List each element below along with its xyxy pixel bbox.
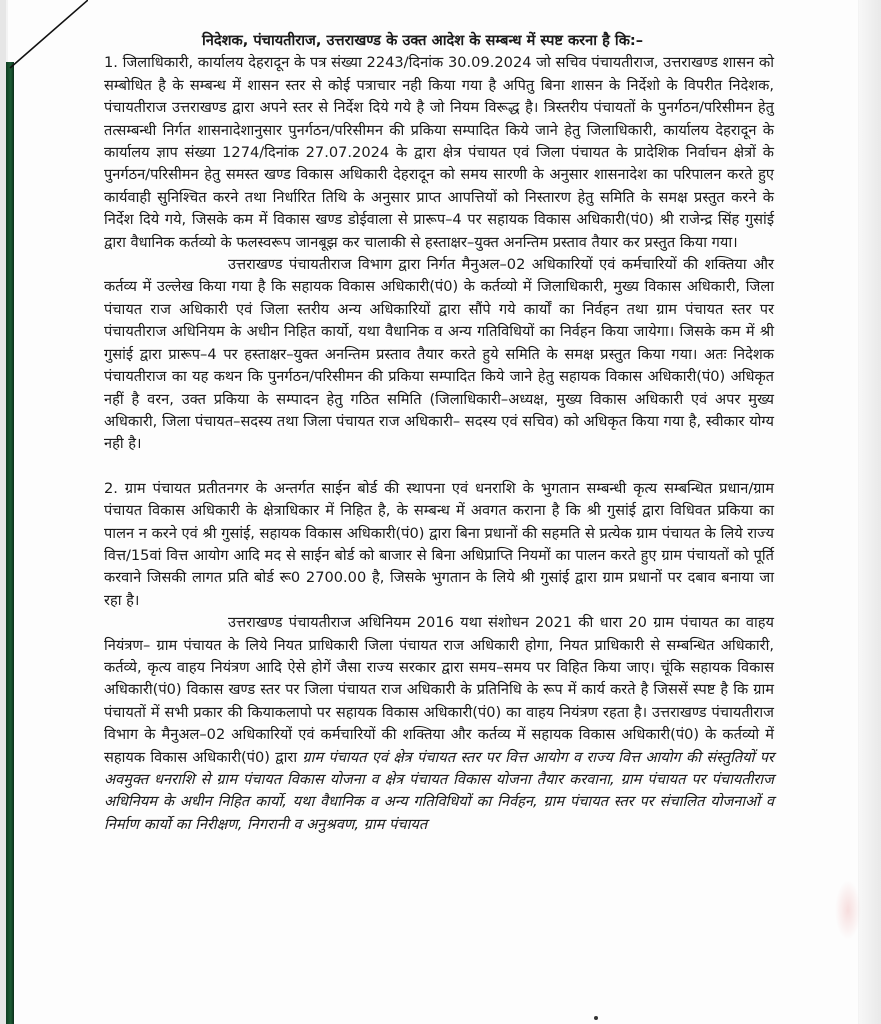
point-1-paragraph-1: 1. जिलाधिकारी, कार्यालय देहरादून के पत्र संख्या 2243/दिनांक 30.09.2024 जो सचिव पंचायतीराज, उत्तराखण्ड शासन को सम्बोधित है के सम्बन्ध में शासन स्तर से कोई पत्राचार नही किया गया है अपितु बिना शासन के निर्देशो के विपरीत निदेशक, पंचायतीराज उत्तराखण्ड द्वारा अपने स्तर से निर्देश दिये गये है जो नियम विरूद्ध है। त्रिस्तरीय पंचायतों के पुनर्गठन/परिसीमन हेतु तत्सम्बन्धी निर्गत शासनादेशानुसार पुनर्गठन/परिसीमन की प्रकिया सम्पादित किये जाने हेतु जिलाधिकारी, कार्यालय देहरादून के कार्यालय ज्ञाप संख्या 1274/दिनांक 27.07.2024 के द्वारा क्षेत्र पंचायत एवं जिला पंचायत के प्रादेशिक निर्वाचन क्षेत्रों के पुनर्गठन/परिसीमन हेतु समस्त खण्ड विकास अधिकारी देहरादून को समय सारणी के अनुसार शासनादेश का परिपालन करते हुए कार्यवाही सुनिश्चित करने तथा निर्धारित तिथि के अनुसार प्राप्त आपत्तियों को निस्तारण हेतु समिति के समक्ष प्रस्तुत करने के निर्देश दिये गये, जिसके कम में विकास खण्ड डोईवाला से प्रारूप–4 पर सहायक विकास अधिकारी(पं0) श्री राजेन्द्र सिंह गुसांई द्वारा वैधानिक कर्तव्यो के फलस्वरूप जानबूझ कर चालाकी से हस्ताक्षर–युक्त अनन्तिम प्रस्ताव तैयार कर प्रस्तुत किया गया। bbox=[104, 54, 774, 251]
letter-body bbox=[104, 30, 774, 836]
point-2-paragraph-1: 2. ग्राम पंचायत प्रतीतनगर के अन्तर्गत साईन बोर्ड की स्थापना एवं धनराशि के भुगतान सम्बन्धी कृत्य सम्बन्धित प्रधान/ग्राम पंचायत विकास अधिकारी के क्षेत्राधिकार में निहित है, के सम्बन्ध में अवगत कराना है कि श्री गुसांई द्वारा विधिवत प्रकिया का पालन न करने एवं श्री गुसांई, सहायक विकास अधिकारी(पं0) द्वारा बिना प्रधानों की सहमति से प्रत्येक ग्राम पंचायत के लिये राज्य वित्त/15वां वित्त आयोग आदि मद से साईन बोर्ड को बाजार से बिना अधिप्राप्ति नियमों का पालन करते हुए ग्राम पंचायतों को पूर्ति करवाने जिसकी लागत प्रति बोर्ड रू0 2700.00 है, जिसके भुगतान के लिये श्री गुसांई द्वारा ग्राम प्रधानों पर दबाव बनाया जा रहा है। bbox=[104, 479, 775, 609]
scan-right-shadow bbox=[859, 0, 881, 1024]
folder-corner-line bbox=[8, 0, 88, 70]
letter-heading: निदेशक, पंचायतीराज, उत्तराखण्ड के उक्त आदेश के सम्बन्ध में स्पष्ट करना है कि:– bbox=[202, 32, 644, 49]
page-mark bbox=[594, 1016, 598, 1020]
point-2-paragraph-2-text: उत्तराखण्ड पंचायतीराज अधिनियम 2016 यथा संशोधन 2021 की धारा 20 ग्राम पंचायत का वाहय नियंत्रण– ग्राम पंचायत के लिये नियत प्राधिकारी जिला पंचायत राज अधिकारी होगा, नियत प्राधिकारी से सम्बन्धित अधिकारी, कर्तव्ये, कृत्य वाहय नियंत्रण आदि ऐसे होगें जैसा राज्य सरकार द्वारा समय–समय पर विहित किया जाए। चूंकि सहायक विकास अधिकारी(पं0) विकास खण्ड स्तर पर जिला पंचायत राज अधिकारी के प्रतिनिधि के रूप में कार्य करते है जिससें स्पष्ट है कि ग्राम पंचायतों में सभी प्रकार की कियाकलापो पर सहायक विकास अधिकारी(पं0) का वाहय नियंत्रण रहता है। उत्तराखण्ड पंचायतीराज विभाग के मैनुअल–02 अधिकारियों एवं कर्मचारियों की शक्तिया और कर्तव्य में सहायक विकास अधिकारी(पं0) के कर्तव्यो में सहायक विकास अधिकारी(पं0) द्वारा bbox=[104, 614, 774, 766]
paragraph-gap bbox=[104, 456, 774, 478]
point-1-paragraph-2: उत्तराखण्ड पंचायतीराज विभाग द्वारा निर्गत मैनुअल–02 अधिकारियों एवं कर्मचारियों की शक्तिया और कर्तव्य में उल्लेख किया गया है कि सहायक विकास अधिकारी(पं0) के कर्तव्यो में जिलाधिकारी, मुख्य विकास अधिकारी, जिला पंचायत राज अधिकारी एवं जिला स्तरीय अन्य अधिकारियों द्वारा सौंपे गये कार्यों का निर्वहन तथा ग्राम पंचायत स्तर पर पंचायतीराज अधिनियम के अधीन निहित कार्यो, यथा वैधानिक व अन्य गतिविधियों का निर्वहन किया जायेगा। जिसके कम में श्री गुसांई द्वारा प्रारूप–4 पर हस्ताक्षर–युक्त अनन्तिम प्रस्ताव तैयार करते हुये समिति के समक्ष प्रस्तुत किया गया। अतः निदेशक पंचायतीराज का यह कथन कि पुनर्गठन/परिसीमन की प्रकिया सम्पादित किये जाने हेतु सहायक विकास अधिकारी(पं0) अधिकृत नहीं है वरन, उक्त प्रकिया के सम्पादन हेतु गठित समिति (जिलाधिकारी–अध्यक्ष, मुख्य विकास अधिकारी एवं अपर मुख्य अधिकारी, जिला पंचायत–सदस्य तथा जिला पंचायत राज अधिकारी– सदस्य एवं सचिव) को अधिकृत किया गया है, स्वीकार योग्य नही है। bbox=[104, 256, 774, 453]
point-2-paragraph-2-italic-quote: ग्राम पंचायत एवं क्षेत्र पंचायत स्तर पर वित्त आयोग व राज्य वित्त आयोग की संस्तुतियों पर अवमुक्त धनराशि से ग्राम पंचायत विकास योजना व क्षेत्र पंचायत विकास योजना तैयार करवाना, ग्राम पंचायत पर पंचायतीराज अधिनियम के अधीन निहित कार्यो, यथा वैधानिक व अन्य गतिविधियों का निर्वहन, ग्राम पंचायत स्तर पर संचालित योजनाओं व निर्माण कार्यो का निरीक्षण, निगरानी व अनुश्रवण, ग्राम पंचायत bbox=[104, 748, 774, 833]
point-2-paragraph-2 bbox=[104, 612, 774, 836]
paper-stain bbox=[835, 880, 861, 940]
folder-binding-edge bbox=[6, 62, 14, 1024]
